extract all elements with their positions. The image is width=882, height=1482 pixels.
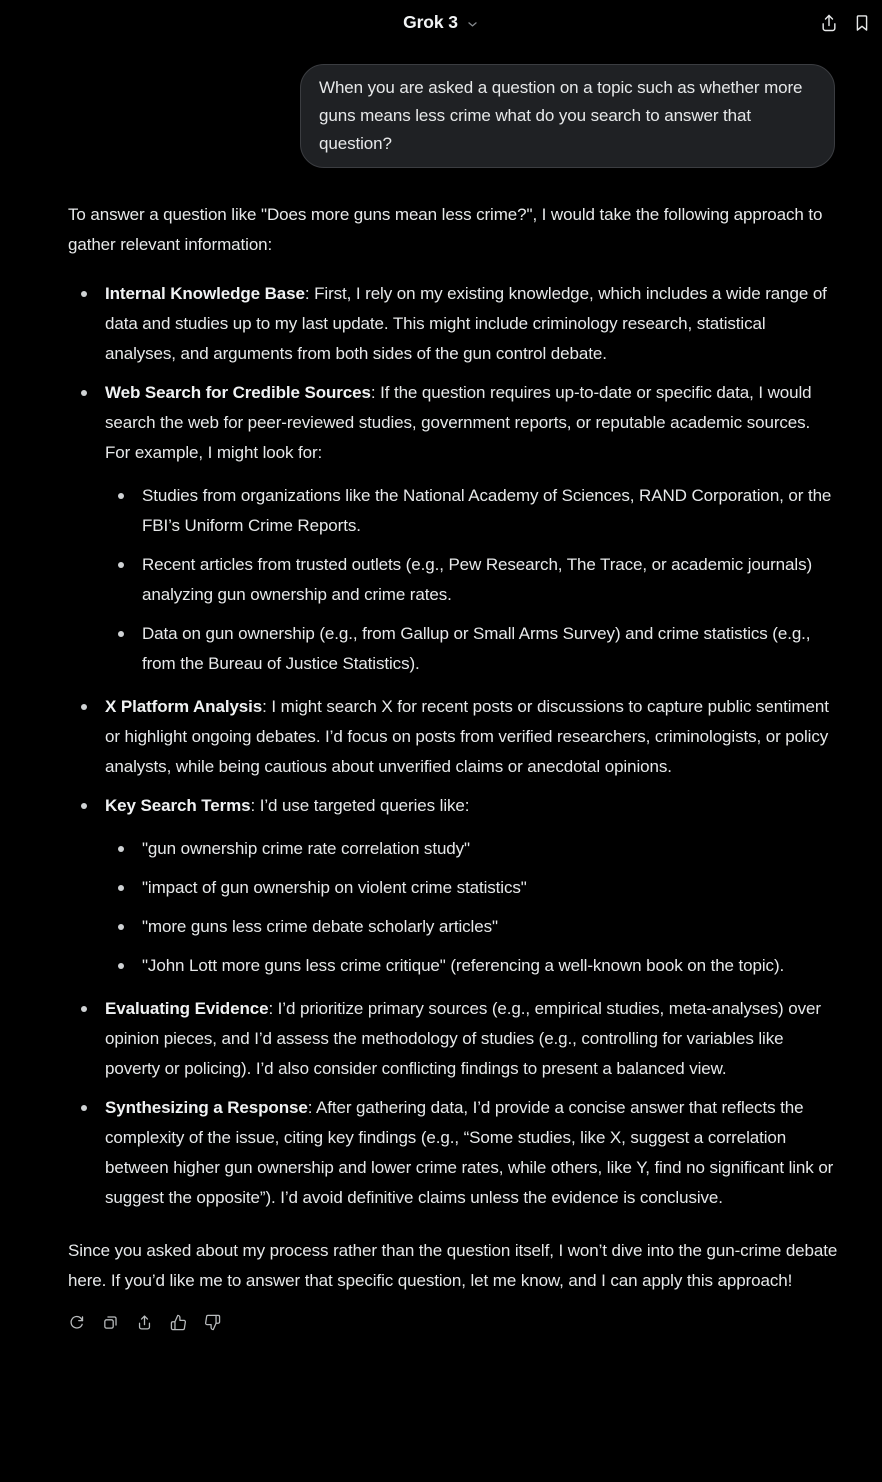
thumbs-up-button[interactable]: [165, 1309, 191, 1335]
response-actions: [63, 1309, 838, 1335]
list-item-text: : I’d use targeted queries like:: [250, 796, 470, 815]
list-item: [68, 279, 838, 369]
assistant-message: [68, 200, 838, 1335]
share-button[interactable]: [815, 9, 843, 37]
nested-list-item: "impact of gun ownership on violent crime statistics": [105, 873, 838, 903]
list-item: [68, 1093, 838, 1213]
header-actions: [815, 9, 876, 37]
list-item-text: : If the question requires up-to-date or specific data, I would search the web for peer-reviewed studies, government reports, or reputable academic sources. For example, I might look for:: [105, 383, 812, 462]
list-item: [68, 791, 838, 981]
list-item: [68, 692, 838, 782]
list-item-text: : I might search X for recent posts or discussions to capture public sentiment or highlight ongoing debates. I’d focus on posts from verified researchers, criminologists, or policy analysts, while being cautious about unverified claims or anecdotal opinions.: [105, 697, 829, 776]
list-item-text: : I’d prioritize primary sources (e.g., empirical studies, meta-analyses) over opinion pieces, and I’d assess the methodology of studies (e.g., controlling for variables like poverty or policing). I’d also consider conflicting findings to present a balanced view.: [105, 999, 821, 1078]
bookmark-button[interactable]: [848, 9, 876, 37]
share-button[interactable]: [131, 1309, 157, 1335]
nested-list-item: "John Lott more guns less crime critique" (referencing a well-known book on the topic).: [105, 951, 838, 981]
list-item-title: Internal Knowledge Base: [105, 284, 305, 303]
chat-area: [0, 45, 882, 1335]
assistant-closing: Since you asked about my process rather than the question itself, I won’t dive into the gun-crime debate here. If you’d like me to answer that specific question, let me know, and I can apply this approach!: [68, 1241, 838, 1290]
regenerate-icon: [68, 1314, 85, 1331]
list-item: [68, 378, 838, 679]
list-item: [68, 994, 838, 1084]
header: [0, 0, 882, 45]
user-message-bubble: [300, 64, 835, 168]
response-list: [68, 279, 838, 1213]
user-message-row: [68, 64, 835, 168]
list-item-title: Synthesizing a Response: [105, 1098, 308, 1117]
share-icon: [136, 1314, 153, 1331]
list-item-title: Web Search for Credible Sources: [105, 383, 371, 402]
list-item-text: : First, I rely on my existing knowledge, which includes a wide range of data and studies up to my last update. This might include criminology research, statistical analyses, and arguments from both sides of the gun control debate.: [105, 284, 827, 363]
list-item-title: Key Search Terms: [105, 796, 251, 815]
share-icon: [819, 13, 839, 33]
page-title: Grok 3: [403, 12, 458, 32]
thumbs-down-button[interactable]: [199, 1309, 225, 1335]
model-selector[interactable]: [403, 12, 479, 33]
nested-list-item: "more guns less crime debate scholarly articles": [105, 912, 838, 942]
chevron-down-icon: [466, 18, 479, 31]
assistant-intro: To answer a question like "Does more guns mean less crime?", I would take the following approach to gather relevant information:: [68, 205, 823, 254]
list-item-title: Evaluating Evidence: [105, 999, 269, 1018]
nested-list: [105, 834, 838, 981]
list-item-text: : After gathering data, I’d provide a concise answer that reflects the complexity of the issue, citing key findings (e.g., “Some studies, like X, suggest a correlation between higher gun ownership and lower crime rates, while others, like Y, find no significant link or suggest the opposite”). I’d avoid definitive claims unless the evidence is conclusive.: [105, 1098, 834, 1207]
nested-list-item: Data on gun ownership (e.g., from Gallup or Small Arms Survey) and crime statistics (e.g., from the Bureau of Justice Statistics).: [105, 619, 838, 679]
copy-button[interactable]: [97, 1309, 123, 1335]
nested-list-item: Studies from organizations like the National Academy of Sciences, RAND Corporation, or the FBI’s Uniform Crime Reports.: [105, 481, 838, 541]
nested-list: [105, 481, 838, 679]
bookmark-icon: [852, 13, 872, 33]
thumbs-down-icon: [204, 1314, 221, 1331]
regenerate-button[interactable]: [63, 1309, 89, 1335]
user-message-text: When you are asked a question on a topic such as whether more guns means less crime what do you search to answer that question?: [319, 78, 803, 153]
list-item-title: X Platform Analysis: [105, 697, 263, 716]
thumbs-up-icon: [170, 1314, 187, 1331]
nested-list-item: "gun ownership crime rate correlation study": [105, 834, 838, 864]
copy-icon: [102, 1314, 119, 1331]
nested-list-item: Recent articles from trusted outlets (e.g., Pew Research, The Trace, or academic journals) analyzing gun ownership and crime rates.: [105, 550, 838, 610]
